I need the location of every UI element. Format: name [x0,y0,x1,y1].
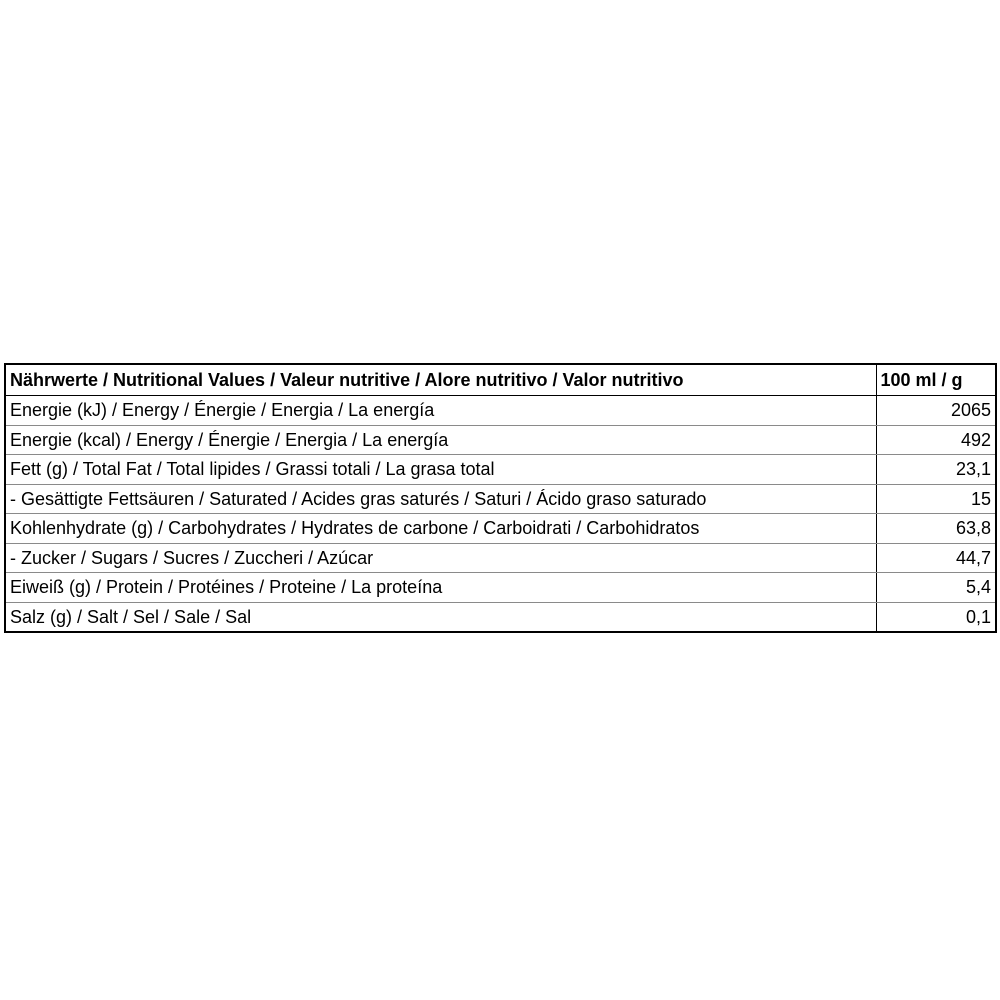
table-row-protein [5,573,996,603]
table-row-carbohydrates [5,514,996,544]
nutrition-table [4,363,997,633]
row-value: 15 [876,484,996,514]
row-label: Kohlenhydrate (g) / Carbohydrates / Hydrates de carbone / Carboidrati / Carbohidratos [5,514,876,544]
header-label-cell: Nährwerte / Nutritional Values / Valeur nutritive / Alore nutritivo / Valor nutritivo [5,364,876,396]
row-label: Salz (g) / Salt / Sel / Sale / Sal [5,602,876,632]
table-row-saturated [5,484,996,514]
row-value: 5,4 [876,573,996,603]
row-label: Energie (kcal) / Energy / Énergie / Energia / La energía [5,425,876,455]
table-row-sugars [5,543,996,573]
row-label: Energie (kJ) / Energy / Énergie / Energia / La energía [5,396,876,426]
row-value: 492 [876,425,996,455]
row-label: Fett (g) / Total Fat / Total lipides / Grassi totali / La grasa total [5,455,876,485]
row-label: - Gesättigte Fettsäuren / Saturated / Acides gras saturés / Saturi / Ácido graso saturado [5,484,876,514]
row-value: 23,1 [876,455,996,485]
header-value-cell: 100 ml / g [876,364,996,396]
nutrition-table-container [4,363,995,633]
table-row-energy-kj [5,396,996,426]
row-label: Eiweiß (g) / Protein / Protéines / Proteine / La proteína [5,573,876,603]
table-row-salt [5,602,996,632]
table-row-fat [5,455,996,485]
table-header-row [5,364,996,396]
row-value: 2065 [876,396,996,426]
row-value: 0,1 [876,602,996,632]
row-value: 44,7 [876,543,996,573]
row-value: 63,8 [876,514,996,544]
row-label: - Zucker / Sugars / Sucres / Zuccheri / Azúcar [5,543,876,573]
table-row-energy-kcal [5,425,996,455]
